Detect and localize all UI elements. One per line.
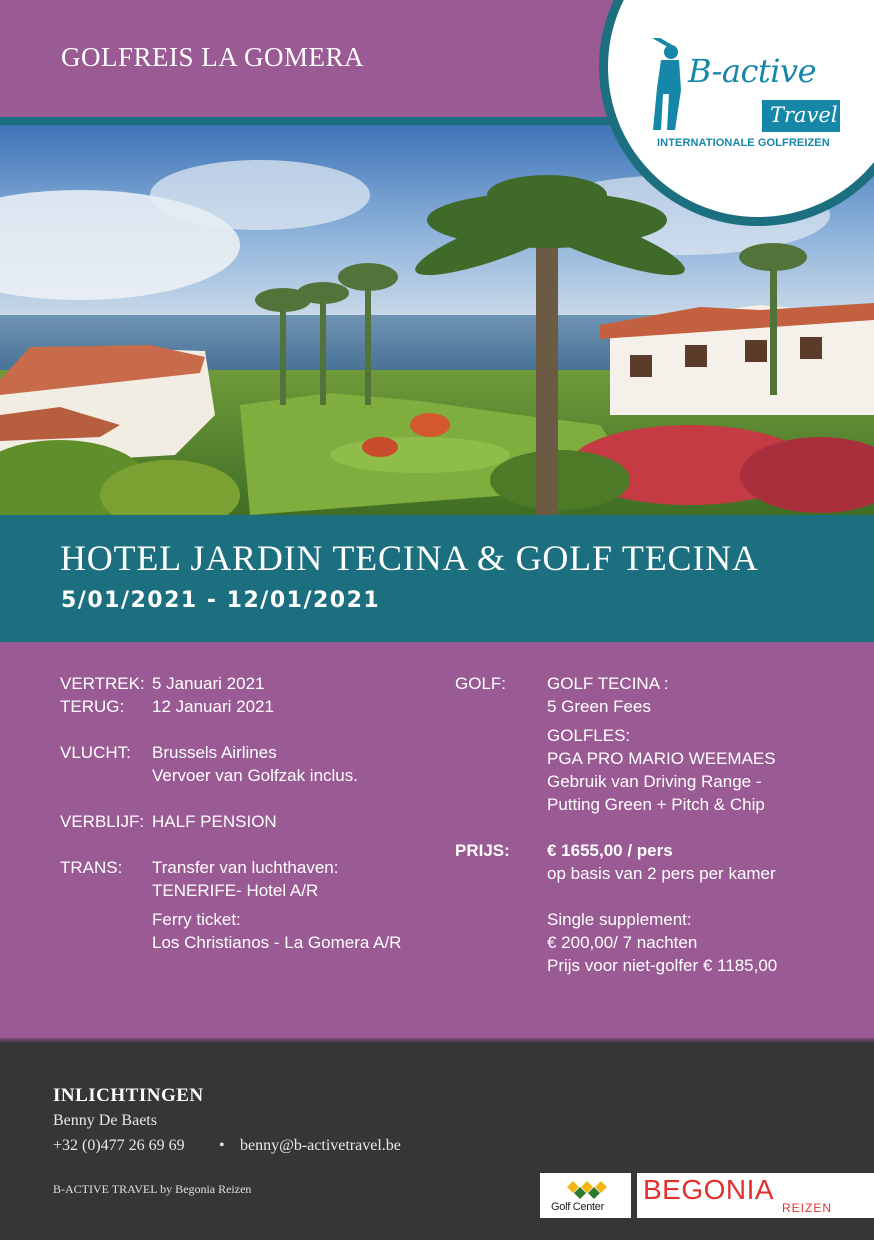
terug-label: TERUG: xyxy=(60,697,125,716)
trans-line: Ferry ticket: xyxy=(152,910,241,929)
contact-heading: INLICHTINGEN xyxy=(53,1085,204,1106)
hotel-title: HOTEL JARDIN TECINA & GOLF TECINA xyxy=(60,538,759,578)
golf-line: 5 Green Fees xyxy=(547,697,651,716)
verblijf-value: HALF PENSION xyxy=(152,812,277,831)
vlucht-line: Vervoer van Golfzak inclus. xyxy=(152,766,358,785)
golf-line: Putting Green + Pitch & Chip xyxy=(547,795,765,814)
vertrek-value: 5 Januari 2021 xyxy=(152,674,265,693)
prijs-line: € 200,00/ 7 nachten xyxy=(547,933,698,952)
verblijf-label: VERBLIJF: xyxy=(60,812,145,831)
contact-email-link[interactable]: benny@b-activetravel.be xyxy=(240,1137,401,1154)
vlucht-line: Brussels Airlines xyxy=(152,743,277,762)
company-name: B-ACTIVE TRAVEL by Begonia Reizen xyxy=(53,1182,252,1196)
contact-phone: +32 (0)477 26 69 69 xyxy=(53,1137,185,1154)
prijs-line: op basis van 2 pers per kamer xyxy=(547,864,776,883)
begonia-sub-text: REIZEN xyxy=(782,1201,833,1215)
golf-center-diamond-icon xyxy=(566,1179,608,1199)
trans-label: TRANS: xyxy=(60,858,123,877)
prijs-line: Prijs voor niet-golfer € 1185,00 xyxy=(547,956,778,975)
page-title: GOLFREIS LA GOMERA xyxy=(61,42,365,72)
trans-line: TENERIFE- Hotel A/R xyxy=(152,881,319,900)
terug-value: 12 Januari 2021 xyxy=(152,697,274,716)
trans-line: Los Christianos - La Gomera A/R xyxy=(152,933,402,952)
golf-line: GOLFLES: xyxy=(547,726,631,745)
logo-brand-text: B-active xyxy=(688,52,817,90)
golfer-icon xyxy=(649,38,691,134)
begonia-text: BEGONIA xyxy=(643,1174,775,1205)
trans-line: Transfer van luchthaven: xyxy=(152,858,339,877)
vertrek-label: VERTREK: xyxy=(60,674,145,693)
golf-center-text: Golf Center xyxy=(551,1201,604,1213)
travel-dates: 5/01/2021 - 12/01/2021 xyxy=(61,588,381,613)
golf-label: GOLF: xyxy=(455,674,507,693)
contact-name: Benny De Baets xyxy=(53,1112,157,1129)
prijs-line: Single supplement: xyxy=(547,910,692,929)
vlucht-label: VLUCHT: xyxy=(60,743,131,762)
logo-travel-text: Travel xyxy=(770,103,838,127)
golf-line: Gebruik van Driving Range - xyxy=(547,772,762,791)
golf-line: PGA PRO MARIO WEEMAES xyxy=(547,749,776,768)
price-value: € 1655,00 / pers xyxy=(547,841,673,860)
logo-subtitle: INTERNATIONALE GOLFREIZEN xyxy=(657,137,830,149)
golf-line: GOLF TECINA : xyxy=(547,674,669,693)
contact-separator: • xyxy=(219,1137,225,1154)
prijs-label: PRIJS: xyxy=(455,841,510,860)
